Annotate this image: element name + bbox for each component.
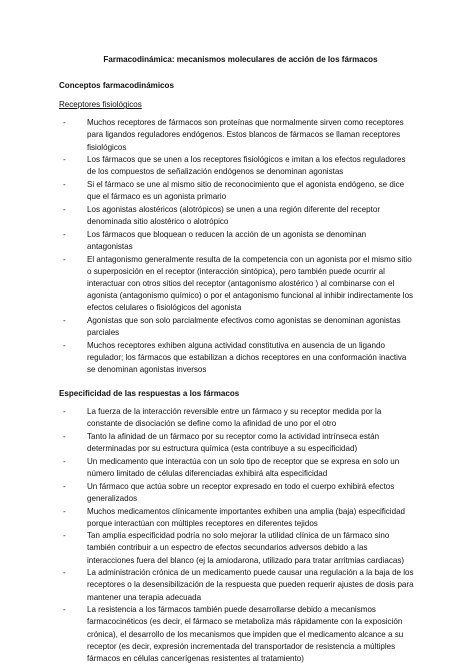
list-item-text: Muchos receptores exhiben alguna actividad constitutiva en ausencia de un ligando regulador; los fármacos que estabilizan a dichos receptores en una conformación inactiva se denominan agonistas inversos xyxy=(87,340,407,374)
section-heading-conceptos: Conceptos farmacodinámicos xyxy=(59,81,174,90)
bullet-marker: - xyxy=(63,481,66,491)
bullet-marker: - xyxy=(63,180,66,190)
list-item xyxy=(59,530,414,566)
bullet-marker: - xyxy=(63,315,66,325)
list-item xyxy=(59,431,414,455)
list-item xyxy=(59,406,414,430)
subheading-receptores: Receptores fisiológicos xyxy=(59,100,142,110)
list-item-text: Muchos receptores de fármacos son proteínas que normalmente sirven como receptores para ligandos reguladores endógenos. Estos blancos de fármacos se llaman receptores fisiológicos xyxy=(87,118,404,152)
list-item-text: Tanto la afinidad de un fármaco por su receptor como la actividad intrínseca están determinadas por su estructura química (esta contribuye a su especificidad) xyxy=(87,432,380,454)
bullet-marker: - xyxy=(63,229,66,239)
list-item-text: Los agonistas alostéricos (alotrópicos) se unen a una región diferente del receptor denominada sitio alostérico o alotrópico xyxy=(87,204,380,227)
bullet-marker: - xyxy=(63,254,66,264)
bullet-marker: - xyxy=(63,204,66,214)
list-item-text: Un medicamento que interactúa con un solo tipo de receptor que se expresa en solo un número limitado de células diferenciadas exhibirá alta especificidad xyxy=(87,456,400,479)
bullet-marker: - xyxy=(63,340,66,350)
list-item xyxy=(59,204,414,228)
list-item-text: Muchos medicamentos clínicamente importantes exhiben una amplia (baja) especificidad porque interactúan con múltiples receptores en diferentes tejidos xyxy=(87,506,406,528)
list-item-text: Agonistas que son solo parcialmente efectivos como agonistas se denominan agonistas parciales xyxy=(87,315,401,337)
list-item xyxy=(59,506,414,530)
list-item xyxy=(59,481,414,505)
bullet-marker: - xyxy=(63,407,66,417)
document-title: Farmacodinámica: mecanismos moleculares de acción de los fármacos xyxy=(103,55,378,64)
bullet-marker: - xyxy=(63,155,66,165)
list-item xyxy=(59,179,414,203)
list-item xyxy=(59,117,414,153)
list-item xyxy=(59,340,414,376)
list-item xyxy=(59,567,414,603)
list-item-text: El antagonismo generalmente resulta de la competencia con un agonista por el mismo sitio o superposición en el receptor (interacción sintópica), pero también puede ocurrir al interactuar con otros sitios del receptor (antagonismo alostérico ) al combinarse con el agonista (antagonismo químico) o por el antagonismo funcional al inhibir indirectamente los efectos celulares o fisiológicos del agonista xyxy=(87,254,414,313)
list-item xyxy=(59,315,414,339)
list-item-text: Los fármacos que bloquean o reducen la acción de un agonista se denominan antagonistas xyxy=(87,229,367,251)
list-item-text: Un fármaco que actúa sobre un receptor expresado en todo el cuerpo exhibirá efectos generalizados xyxy=(87,481,395,503)
bullet-list-especificidad xyxy=(59,406,414,665)
bullet-list-receptores xyxy=(59,117,414,376)
list-item-text: La resistencia a los fármacos también puede desarrollarse debido a mecanismos farmacocinéticos (es decir, el fármaco se metaboliza más rápidamente con la exposición crónica), el desarrollo de los mecanismos que impiden que el medicamento alcance a su receptor (es decir, expresión incrementada del transportador de resistencia a múltiples fármacos en células cancerígenas resistentes al tratamiento) xyxy=(87,605,404,663)
list-item xyxy=(59,456,414,480)
list-item-text: La administración crónica de un medicamento puede causar una regulación a la baja de los receptores o la desensibilización de la respuesta que pueden requerir ajustes de dosis para mantener una terapia adecuada xyxy=(87,568,414,602)
bullet-marker: - xyxy=(63,456,66,466)
list-item-text: Los fármacos que se unen a los receptores fisiológicos e imitan a los efectos reguladores de los compuestos de señalización endógenos se denominan agonistas xyxy=(87,155,406,177)
list-item-text: Tan amplia especificidad podría no solo mejorar la utilidad clínica de un fármaco sino también contribuir a un espectro de efectos secundarios adversos debido a las interacciones fuera del blanco (ej la amiodarona, utilizado para tratar arritmias cardiacas) xyxy=(87,531,405,565)
list-item-text: Si el fármaco se une al mismo sitio de reconocimiento que el agonista endógeno, se dice que el fármaco es un agonista primario xyxy=(87,180,405,202)
bullet-marker: - xyxy=(63,531,66,541)
list-item xyxy=(59,154,414,178)
list-item xyxy=(59,604,414,665)
list-item xyxy=(59,254,414,315)
bullet-marker: - xyxy=(63,432,66,442)
bullet-marker: - xyxy=(63,568,66,578)
list-item xyxy=(59,229,414,253)
bullet-marker: - xyxy=(63,605,66,615)
section-heading-especificidad: Especificidad de las respuestas a los fármacos xyxy=(59,389,240,399)
bullet-marker: - xyxy=(63,118,66,128)
bullet-marker: - xyxy=(63,506,66,516)
list-item-text: La fuerza de la interacción reversible entre un fármaco y su receptor medida por la constante de disociación se define como la afinidad de uno por el otro xyxy=(87,407,382,429)
